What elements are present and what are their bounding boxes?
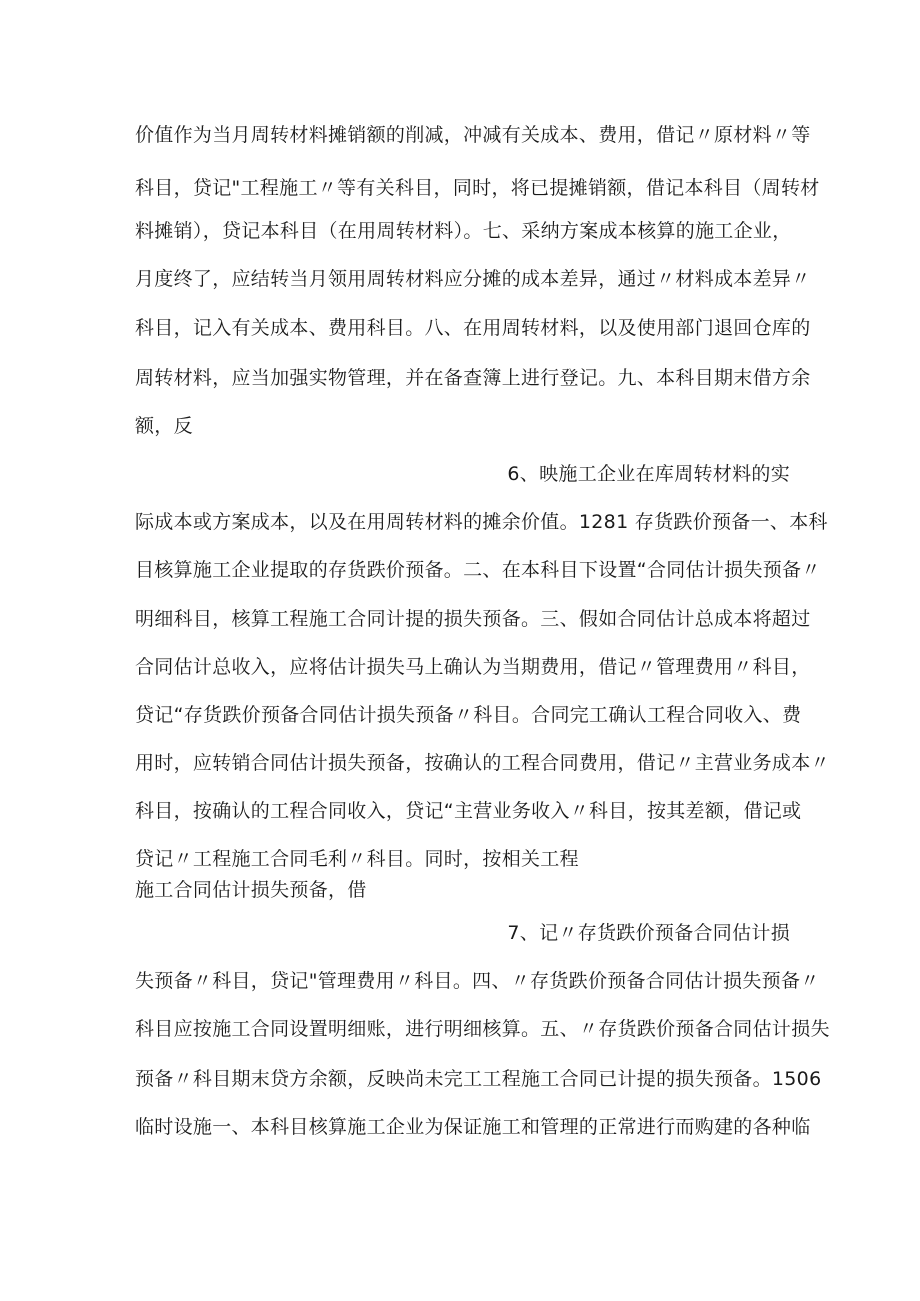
text-line: 科目，记入有关成本、费用科目。八、在用周转材料，以及使用部门退回仓库的 bbox=[135, 317, 811, 339]
text-line: 预备〃科目期末贷方余额，反映尚未完工工程施工合同已计提的损失预备。1506 bbox=[135, 1068, 822, 1090]
text-line: 贷记“存货跌价预备合同估计损失预备〃科目。合同完工确认工程合同收入、费 bbox=[135, 704, 802, 726]
text-line: 贷记〃工程施工合同毛利〃科目。同时，按相关工程 bbox=[135, 848, 579, 870]
text-line: 合同估计总收入，应将估计损失马上确认为当期费用，借记〃管理费用〃科目， bbox=[135, 656, 811, 678]
text-line: 价值作为当月周转材料摊销额的削减，冲减有关成本、费用，借记〃原材料〃等 bbox=[135, 124, 811, 146]
section-start-line: 6、映施工企业在库周转材料的实 bbox=[507, 463, 790, 485]
section-start-line: 7、记〃存货跌价预备合同估计损 bbox=[507, 922, 790, 944]
text-line: 明细科目，核算工程施工合同计提的损失预备。三、假如合同估计总成本将超过 bbox=[135, 608, 811, 630]
text-line: 科目，按确认的工程合同收入，贷记“主营业务收入〃科目，按其差额，借记或 bbox=[135, 800, 802, 822]
text-line: 周转材料，应当加强实物管理，并在备查簿上进行登记。九、本科目期末借方余 bbox=[135, 367, 811, 389]
text-line: 月度终了，应结转当月领用周转材料应分摊的成本差异，通过〃材料成本差异〃 bbox=[135, 268, 811, 290]
text-line: 额，反 bbox=[135, 415, 193, 437]
text-line: 目核算施工企业提取的存货跌价预备。二、在本科目下设置“合同估计损失预备〃 bbox=[135, 559, 821, 581]
text-line: 失预备〃科目，贷记"管理费用〃科目。四、〃存货跌价预备合同估计损失预备〃 bbox=[135, 970, 820, 992]
text-line: 料摊销），贷记本科目（在用周转材料）。七、采纳方案成本核算的施工企业， bbox=[135, 220, 792, 242]
text-line: 施工合同估计损失预备，借 bbox=[135, 879, 367, 901]
text-line: 际成本或方案成本，以及在用周转材料的摊余价值。1281 存货跌价预备一、本科 bbox=[135, 511, 828, 533]
text-line: 科目应按施工合同设置明细账，进行明细核算。五、〃存货跌价预备合同估计损失 bbox=[135, 1018, 830, 1040]
text-line: 临时设施一、本科目核算施工企业为保证施工和管理的正常进行而购建的各种临 bbox=[135, 1116, 811, 1138]
text-line: 用时，应转销合同估计损失预备，按确认的工程合同费用，借记〃主营业务成本〃 bbox=[135, 752, 830, 774]
text-line: 科目，贷记"工程施工〃等有关科目，同时，将已提摊销额，借记本科目（周转材 bbox=[135, 177, 820, 199]
